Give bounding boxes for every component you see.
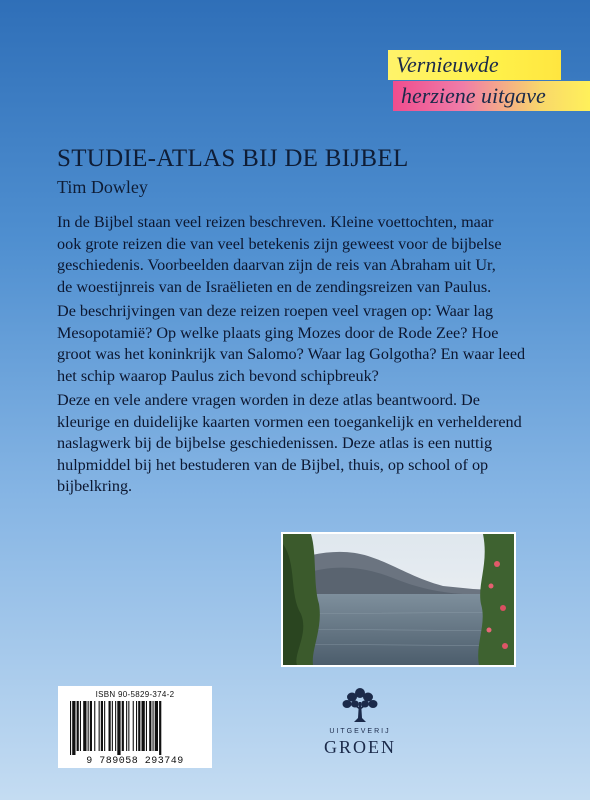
blurb-paragraph-2 xyxy=(57,301,526,387)
barcode-bar xyxy=(115,701,116,751)
blurb-line: De beschrijvingen van deze reizen roepen veel vragen op: Waar lag xyxy=(57,302,494,320)
barcode-bar xyxy=(146,701,147,751)
isbn-number: ISBN 90-5829-374-2 xyxy=(95,690,175,699)
blurb-line: groot was het koninkrijk van Salomo? Waar lag Golgotha? En waar leed xyxy=(57,345,526,363)
tree-icon xyxy=(340,684,380,724)
blurb-line: ook grote reizen die van veel betekenis zijn geweest voor de bijbelse xyxy=(57,234,502,253)
barcode-bar xyxy=(128,701,129,751)
barcode-panel xyxy=(58,686,212,768)
blurb-line: kleurige en duidelijke kaarten vormen een toegankelijk en verhelderend xyxy=(57,412,522,431)
blurb-paragraph-1 xyxy=(57,212,522,298)
blurb-line: In de Bijbel staan veel reizen beschreven. Kleine voettochten, maar xyxy=(57,213,494,231)
barcode-bar xyxy=(153,701,154,751)
blurb-paragraph-3 xyxy=(57,390,522,498)
barcode-bar xyxy=(126,701,127,751)
barcode-bar xyxy=(83,701,86,751)
edition-badge xyxy=(388,48,590,114)
lake-photo xyxy=(281,532,516,667)
barcode-bar xyxy=(109,701,111,751)
blurb-line: naslagwerk bij de bijbelse geschiedenissen. Deze atlas is een nuttig xyxy=(57,434,493,452)
barcode-bar xyxy=(142,701,145,751)
barcode-bar xyxy=(138,701,140,751)
blurb-line: geschiedenis. Voorbeelden daarvan zijn de reis van Abraham uit Ur, xyxy=(57,256,496,274)
blurb-line: het schip waarop Paulus zich bevond schipbreuk? xyxy=(57,366,379,385)
barcode-bar xyxy=(70,701,71,755)
barcode-bar xyxy=(133,701,134,751)
badge-line-herziene-uitgave: herziene uitgave xyxy=(393,81,590,111)
barcode-bar xyxy=(159,701,161,755)
barcode-bar xyxy=(77,701,79,751)
barcode-bar xyxy=(72,701,75,755)
publisher-name: GROEN xyxy=(324,737,396,757)
publisher-label: UITGEVERIJ xyxy=(329,728,391,735)
blurb-line: hulpmiddel bij het bestuderen van de Bijbel, thuis, op school of op xyxy=(57,455,489,474)
book-author: Tim Dowley xyxy=(57,177,148,197)
badge-line-vernieuwde: Vernieuwde xyxy=(388,50,561,80)
barcode-bar xyxy=(122,701,124,751)
barcode-bar xyxy=(94,701,95,751)
book-title: STUDIE-ATLAS BIJ DE BIJBEL xyxy=(57,145,409,172)
ean-number: 9 789058 293749 xyxy=(86,756,184,767)
barcode-bar xyxy=(112,701,113,751)
barcode-bar xyxy=(101,701,103,751)
blurb-line: de woestijnreis van de Israëlieten en de zendingsreizen van Paulus. xyxy=(57,277,492,296)
barcode-bar xyxy=(136,701,137,751)
barcode-bar xyxy=(88,701,89,751)
barcode-bar xyxy=(117,701,120,755)
publisher-logo xyxy=(300,684,420,758)
barcode-bar xyxy=(90,701,92,751)
blurb-line: Deze en vele andere vragen worden in deze atlas beantwoord. De xyxy=(57,391,480,409)
lake-photo-illustration xyxy=(283,534,514,665)
barcode-bar xyxy=(149,701,151,751)
barcode-bar xyxy=(155,701,158,751)
blurb-line: bijbelkring. xyxy=(57,477,133,495)
blurb-line: Mesopotamië? Op welke plaats ging Mozes door de Rode Zee? Hoe xyxy=(57,323,499,342)
barcode-bar xyxy=(99,701,100,751)
barcode xyxy=(68,701,202,755)
barcode-bar xyxy=(80,701,81,751)
barcode-bar xyxy=(104,701,105,751)
